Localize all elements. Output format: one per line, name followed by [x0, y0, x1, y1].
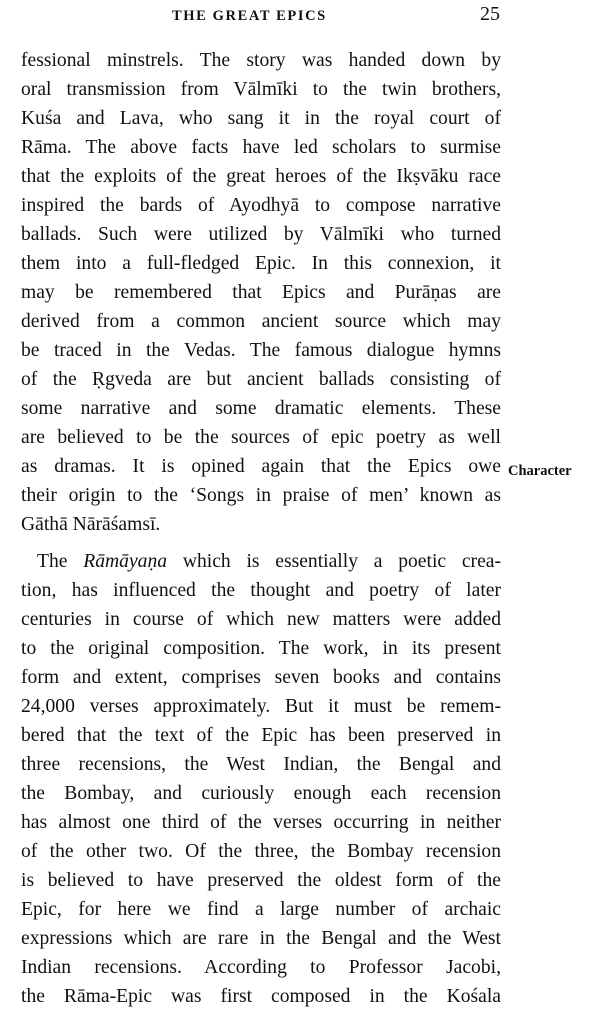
text-line: may be remembered that Epics and Purāṇas are — [21, 282, 501, 303]
text-line: has almost one third of the verses occurring in neither — [21, 812, 501, 833]
text-line: Epic, for here we find a large number of archaic — [21, 899, 501, 920]
text-line: of the Ṛgveda are but ancient ballads consisting of — [21, 369, 501, 390]
paragraph-opening-line — [21, 547, 501, 576]
text-line: Kuśa and Lava, who sang it in the royal court of — [21, 108, 501, 129]
text-line: ballads. Such were utilized by Vālmīki who turned — [21, 224, 501, 245]
text-line: form and extent, comprises seven books and contains — [21, 667, 501, 688]
text-line: the Rāma-Epic was first composed in the Kośala — [21, 986, 501, 1007]
text-line: be traced in the Vedas. The famous dialogue hymns — [21, 340, 501, 361]
text-line: 24,000 verses approximately. But it must be remem- — [21, 696, 501, 717]
text-line: expressions which are rare in the Bengal and the West — [21, 928, 501, 949]
running-title: THE GREAT EPICS — [172, 8, 327, 24]
page-header — [0, 0, 600, 30]
text-line: Indian recensions. According to Professor Jacobi, — [21, 957, 501, 978]
text-line: three recensions, the West Indian, the Bengal and — [21, 754, 501, 775]
text-line: as dramas. It is opined again that the Epics owe — [21, 456, 501, 477]
text-line: of the other two. Of the three, the Bombay recension — [21, 841, 501, 862]
text-line: the Bombay, and curiously enough each recension — [21, 783, 501, 804]
text-line: inspired the bards of Ayodhyā to compose narrative — [21, 195, 501, 216]
text-line: is believed to have preserved the oldest form of the — [21, 870, 501, 891]
text-line: Gāthā Nārāśamsī. — [21, 514, 161, 535]
text-line: tion, has influenced the thought and poetry of later — [21, 580, 501, 601]
page-number: 25 — [480, 3, 500, 25]
text-line: them into a full-fledged Epic. In this connexion, it — [21, 253, 501, 274]
opening-word: The — [37, 551, 68, 572]
text-line: that the exploits of the great heroes of the Ikṣvāku race — [21, 166, 501, 187]
body-text — [21, 46, 501, 1011]
paragraph-1 — [21, 46, 501, 539]
text-line: their origin to the ‘Songs in praise of men’ known as — [21, 485, 501, 506]
text-line: bered that the text of the Epic has been preserved in — [21, 725, 501, 746]
paragraph-2 — [21, 547, 501, 1011]
text-line: fessional minstrels. The story was handed down by — [21, 50, 501, 71]
margin-note: Character — [508, 463, 572, 479]
text-line: some narrative and some dramatic elements. These — [21, 398, 501, 419]
text-line: derived from a common ancient source which may — [21, 311, 501, 332]
text-line: are believed to be the sources of epic poetry as well — [21, 427, 501, 448]
text-line: oral transmission from Vālmīki to the twin brothers, — [21, 79, 501, 100]
work-title-italic: Rāmāyaṇa — [83, 551, 168, 572]
text-line: Rāma. The above facts have led scholars to surmise — [21, 137, 501, 158]
text-line: to the original composition. The work, in its present — [21, 638, 501, 659]
opening-remainder: which is essentially a poetic crea- — [182, 551, 501, 572]
text-line: centuries in course of which new matters were added — [21, 609, 501, 630]
